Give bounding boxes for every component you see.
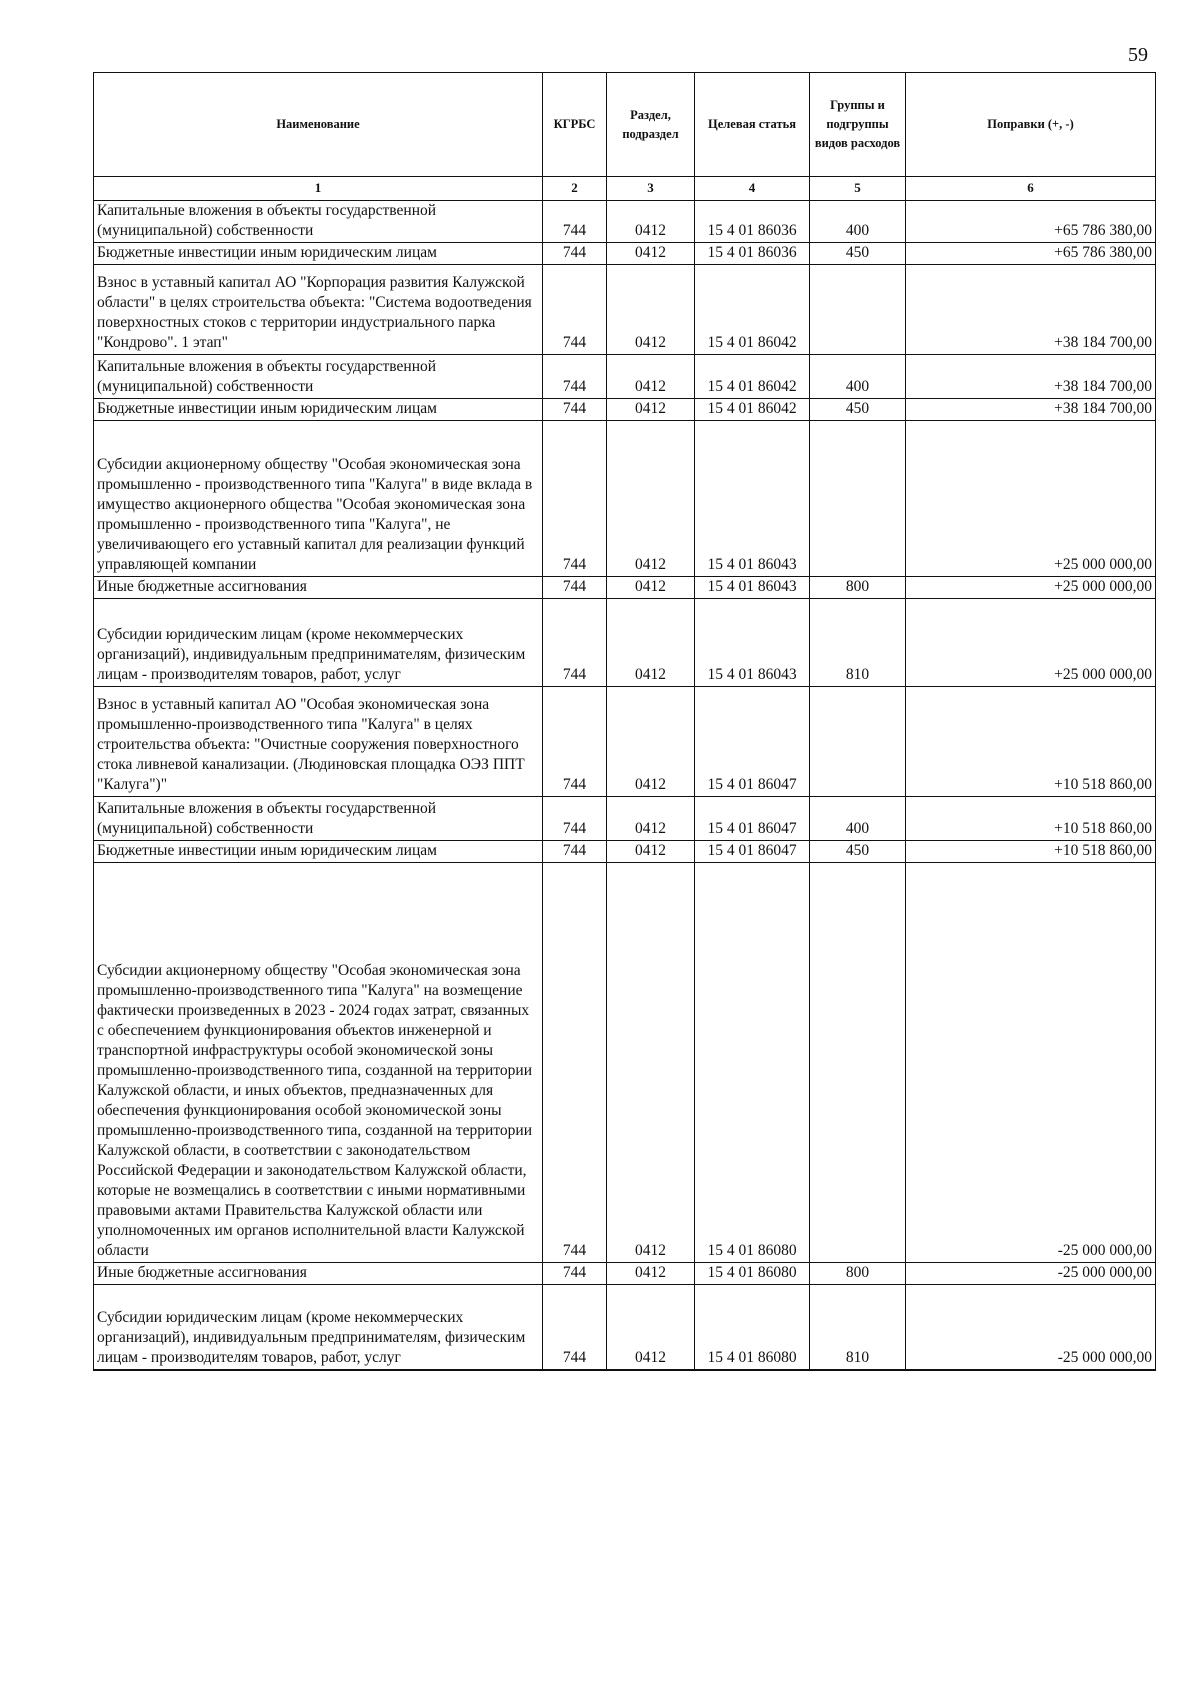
- table-row: [94, 797, 1156, 841]
- row-section: 0412: [607, 687, 695, 797]
- row-group: [810, 687, 906, 797]
- row-name: Субсидии акционерному обществу "Особая экономическая зона промышленно-производственного типа "Калуга" на возмещение фактически произведенных в 2023 - 2024 годах затрат, связанных с обеспечением функционирования объектов инженерной и транспортной инфраструктуры особой экономической зоны промышленно-производственного типа, созданной на территории Калужской области, и иных объектов, предназначенных для обеспечения функционирования особой экономической зоны промышленно-производственного типа, созданной на территории Калужской области, в соответствии с законодательством Российской Федерации и законодательством Калужской области, которые не возмещались в соответствии с иными нормативными правовыми актами Правительства Калужской области или уполномоченных им органов исполнительной власти Калужской области: [94, 863, 543, 1263]
- table-row: [94, 1285, 1156, 1370]
- row-amount: +10 518 860,00: [906, 687, 1156, 797]
- row-section: 0412: [607, 1285, 695, 1370]
- table-row: [94, 1263, 1156, 1285]
- table-row: [94, 265, 1156, 355]
- row-target: 15 4 01 86042: [695, 265, 810, 355]
- row-target: 15 4 01 86036: [695, 243, 810, 265]
- table-row: [94, 841, 1156, 863]
- row-amount: +65 786 380,00: [906, 243, 1156, 265]
- budget-table: [93, 72, 1156, 1371]
- row-name: Капитальные вложения в объекты государственной (муниципальной) собственности: [94, 201, 543, 243]
- row-target: 15 4 01 86047: [695, 687, 810, 797]
- header-target: Целевая статья: [695, 73, 810, 177]
- page-number: 59: [1128, 44, 1148, 66]
- row-group: [810, 265, 906, 355]
- row-group: 400: [810, 201, 906, 243]
- row-name: Капитальные вложения в объекты государственной (муниципальной) собственности: [94, 797, 543, 841]
- row-amount: +10 518 860,00: [906, 841, 1156, 863]
- table-row: [94, 355, 1156, 399]
- header-kgrbs: КГРБС: [543, 73, 607, 177]
- row-target: 15 4 01 86043: [695, 599, 810, 687]
- table-row: [94, 577, 1156, 599]
- column-number: 3: [607, 177, 695, 201]
- row-amount: -25 000 000,00: [906, 1285, 1156, 1370]
- row-section: 0412: [607, 1263, 695, 1285]
- row-name: Субсидии юридическим лицам (кроме некоммерческих организаций), индивидуальным предпринимателям, физическим лицам - производителям товаров, работ, услуг: [94, 1285, 543, 1370]
- row-target: 15 4 01 86042: [695, 399, 810, 421]
- row-kgrbs: 744: [543, 577, 607, 599]
- row-group: [810, 421, 906, 577]
- row-section: 0412: [607, 599, 695, 687]
- row-amount: -25 000 000,00: [906, 863, 1156, 1263]
- row-amount: +25 000 000,00: [906, 577, 1156, 599]
- row-section: 0412: [607, 863, 695, 1263]
- row-group: 400: [810, 355, 906, 399]
- row-amount: +10 518 860,00: [906, 797, 1156, 841]
- row-kgrbs: 744: [543, 687, 607, 797]
- table-row: [94, 863, 1156, 1263]
- row-name: Бюджетные инвестиции иным юридическим лицам: [94, 841, 543, 863]
- row-group: 450: [810, 243, 906, 265]
- row-amount: +38 184 700,00: [906, 355, 1156, 399]
- row-section: 0412: [607, 201, 695, 243]
- header-group: Группы и подгруппы видов расходов: [810, 73, 906, 177]
- row-group: 800: [810, 577, 906, 599]
- row-target: 15 4 01 86080: [695, 863, 810, 1263]
- row-name: Бюджетные инвестиции иным юридическим лицам: [94, 243, 543, 265]
- row-section: 0412: [607, 577, 695, 599]
- row-target: 15 4 01 86080: [695, 1263, 810, 1285]
- column-number: 4: [695, 177, 810, 201]
- row-group: 450: [810, 841, 906, 863]
- row-target: 15 4 01 86043: [695, 421, 810, 577]
- row-section: 0412: [607, 243, 695, 265]
- row-section: 0412: [607, 421, 695, 577]
- row-section: 0412: [607, 265, 695, 355]
- table-row: [94, 421, 1156, 577]
- row-name: Субсидии юридическим лицам (кроме некоммерческих организаций), индивидуальным предпринимателям, физическим лицам - производителям товаров, работ, услуг: [94, 599, 543, 687]
- row-name: Бюджетные инвестиции иным юридическим лицам: [94, 399, 543, 421]
- row-kgrbs: 744: [543, 355, 607, 399]
- row-name: Иные бюджетные ассигнования: [94, 577, 543, 599]
- header-name: Наименование: [94, 73, 543, 177]
- row-kgrbs: 744: [543, 421, 607, 577]
- row-section: 0412: [607, 841, 695, 863]
- row-kgrbs: 744: [543, 265, 607, 355]
- column-number-row: [94, 177, 1156, 201]
- row-kgrbs: 744: [543, 243, 607, 265]
- row-name: Капитальные вложения в объекты государственной (муниципальной) собственности: [94, 355, 543, 399]
- table-row: [94, 599, 1156, 687]
- row-name: Взнос в уставный капитал АО "Особая экономическая зона промышленно-производственного типа "Калуга" в целях строительства объекта: "Очистные сооружения поверхностного стока ливневой канализации. (Людиновская площадка ОЭЗ ППТ "Калуга")": [94, 687, 543, 797]
- column-number: 6: [906, 177, 1156, 201]
- row-group: 810: [810, 599, 906, 687]
- row-section: 0412: [607, 355, 695, 399]
- column-number: 1: [94, 177, 543, 201]
- table-row: [94, 201, 1156, 243]
- row-group: 450: [810, 399, 906, 421]
- header-section: Раздел, подраздел: [607, 73, 695, 177]
- table-body: [94, 201, 1156, 1370]
- column-number: 2: [543, 177, 607, 201]
- row-name: Взнос в уставный капитал АО "Корпорация развития Калужской области" в целях строительства объекта: "Система водоотведения поверхностных стоков с территории индустриального парка "Кондрово". 1 этап": [94, 265, 543, 355]
- header-row: [94, 73, 1156, 177]
- column-number: 5: [810, 177, 906, 201]
- row-group: 810: [810, 1285, 906, 1370]
- row-name: Субсидии акционерному обществу "Особая экономическая зона промышленно - производственного типа "Калуга" в виде вклада в имущество акционерного общества "Особая экономическая зона промышленно - производственного типа "Калуга", не увеличивающего его уставный капитал для реализации функций управляющей компании: [94, 421, 543, 577]
- row-amount: +65 786 380,00: [906, 201, 1156, 243]
- row-section: 0412: [607, 797, 695, 841]
- table-row: [94, 399, 1156, 421]
- row-section: 0412: [607, 399, 695, 421]
- row-target: 15 4 01 86043: [695, 577, 810, 599]
- row-target: 15 4 01 86080: [695, 1285, 810, 1370]
- row-amount: +25 000 000,00: [906, 599, 1156, 687]
- row-amount: -25 000 000,00: [906, 1263, 1156, 1285]
- row-kgrbs: 744: [543, 399, 607, 421]
- row-kgrbs: 744: [543, 599, 607, 687]
- table-row: [94, 687, 1156, 797]
- row-kgrbs: 744: [543, 1263, 607, 1285]
- row-amount: +38 184 700,00: [906, 265, 1156, 355]
- row-kgrbs: 744: [543, 797, 607, 841]
- row-amount: +25 000 000,00: [906, 421, 1156, 577]
- row-kgrbs: 744: [543, 201, 607, 243]
- row-kgrbs: 744: [543, 863, 607, 1263]
- row-target: 15 4 01 86047: [695, 797, 810, 841]
- row-target: 15 4 01 86042: [695, 355, 810, 399]
- row-group: 800: [810, 1263, 906, 1285]
- row-name: Иные бюджетные ассигнования: [94, 1263, 543, 1285]
- row-kgrbs: 744: [543, 841, 607, 863]
- row-group: 400: [810, 797, 906, 841]
- row-target: 15 4 01 86036: [695, 201, 810, 243]
- row-target: 15 4 01 86047: [695, 841, 810, 863]
- row-amount: +38 184 700,00: [906, 399, 1156, 421]
- row-kgrbs: 744: [543, 1285, 607, 1370]
- table-row: [94, 243, 1156, 265]
- header-amount: Поправки (+, -): [906, 73, 1156, 177]
- row-group: [810, 863, 906, 1263]
